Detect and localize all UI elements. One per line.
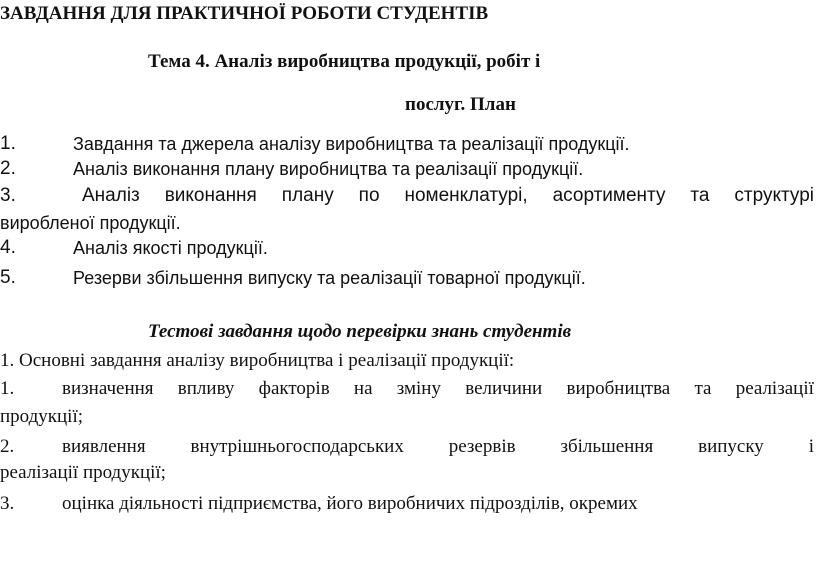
topic-title-line-1: Тема 4. Аналіз виробництва продукції, робіт і <box>148 51 541 72</box>
plan-item-text: Резерви збільшення випуску та реалізації товарної продукції. <box>73 268 586 288</box>
plan-item-text: Завдання та джерела аналізу виробництва та реалізації продукції. <box>73 134 630 154</box>
answer-number: 2. <box>0 436 15 457</box>
answer-word: випуску <box>698 436 764 457</box>
answer-number: 3. <box>0 493 15 514</box>
answer-word: виявлення <box>62 436 146 457</box>
plan-item-word: та <box>690 185 710 206</box>
plan-item-word: виконання <box>164 185 257 206</box>
plan-item-number: 5. <box>0 267 16 288</box>
answer-text <box>62 377 814 401</box>
answer-word: резервів <box>448 436 516 457</box>
plan-item-text: Аналіз якості продукції. <box>73 238 268 258</box>
plan-item-number: 1. <box>0 133 16 154</box>
plan-item-number: 3. <box>0 185 16 206</box>
answer-word: зміну <box>396 378 441 399</box>
answer-word: внутрішньогосподарських <box>190 436 404 457</box>
answer-continuation: продукції; <box>0 406 84 427</box>
plan-item-word: структурі <box>734 185 814 206</box>
answer-text: оцінка діяльності підприємства, його виробничих підрозділів, окремих <box>62 493 638 514</box>
plan-item-word: по <box>358 185 380 206</box>
plan-item-text <box>82 184 814 208</box>
plan-item-word: Аналіз <box>82 185 140 206</box>
answer-word: та <box>694 378 712 399</box>
answer-word: впливу <box>177 378 235 399</box>
answer-word: виробництва <box>566 378 671 399</box>
answer-word: реалізації <box>735 378 814 399</box>
tests-title: Тестові завдання щодо перевірки знань студентів <box>148 321 572 342</box>
answer-word: величини <box>465 378 543 399</box>
answer-word: збільшення <box>560 436 654 457</box>
answer-number: 1. <box>0 378 15 399</box>
answer-word: визначення <box>62 378 154 399</box>
plan-item-text: Аналіз виконання плану виробництва та реалізації продукції. <box>73 159 584 179</box>
plan-item-word: плану <box>281 185 334 206</box>
test-question: 1. Основні завдання аналізу виробництва і реалізації продукції: <box>0 350 515 371</box>
answer-continuation: реалізації продукції; <box>0 462 166 483</box>
plan-item-word: асортименту <box>552 185 666 206</box>
answer-word: на <box>353 378 373 399</box>
plan-item-continuation: виробленої продукції. <box>0 213 181 233</box>
document-heading: ЗАВДАННЯ ДЛЯ ПРАКТИЧНОЇ РОБОТИ СТУДЕНТІВ <box>0 3 489 24</box>
answer-word: і <box>808 436 814 457</box>
plan-item-number: 4. <box>0 237 16 258</box>
answer-word: факторів <box>258 378 330 399</box>
plan-item-number: 2. <box>0 158 16 179</box>
answer-text <box>62 435 814 459</box>
topic-title-line-2: послуг. План <box>405 94 516 115</box>
plan-item-word: номенклатурі, <box>404 185 528 206</box>
